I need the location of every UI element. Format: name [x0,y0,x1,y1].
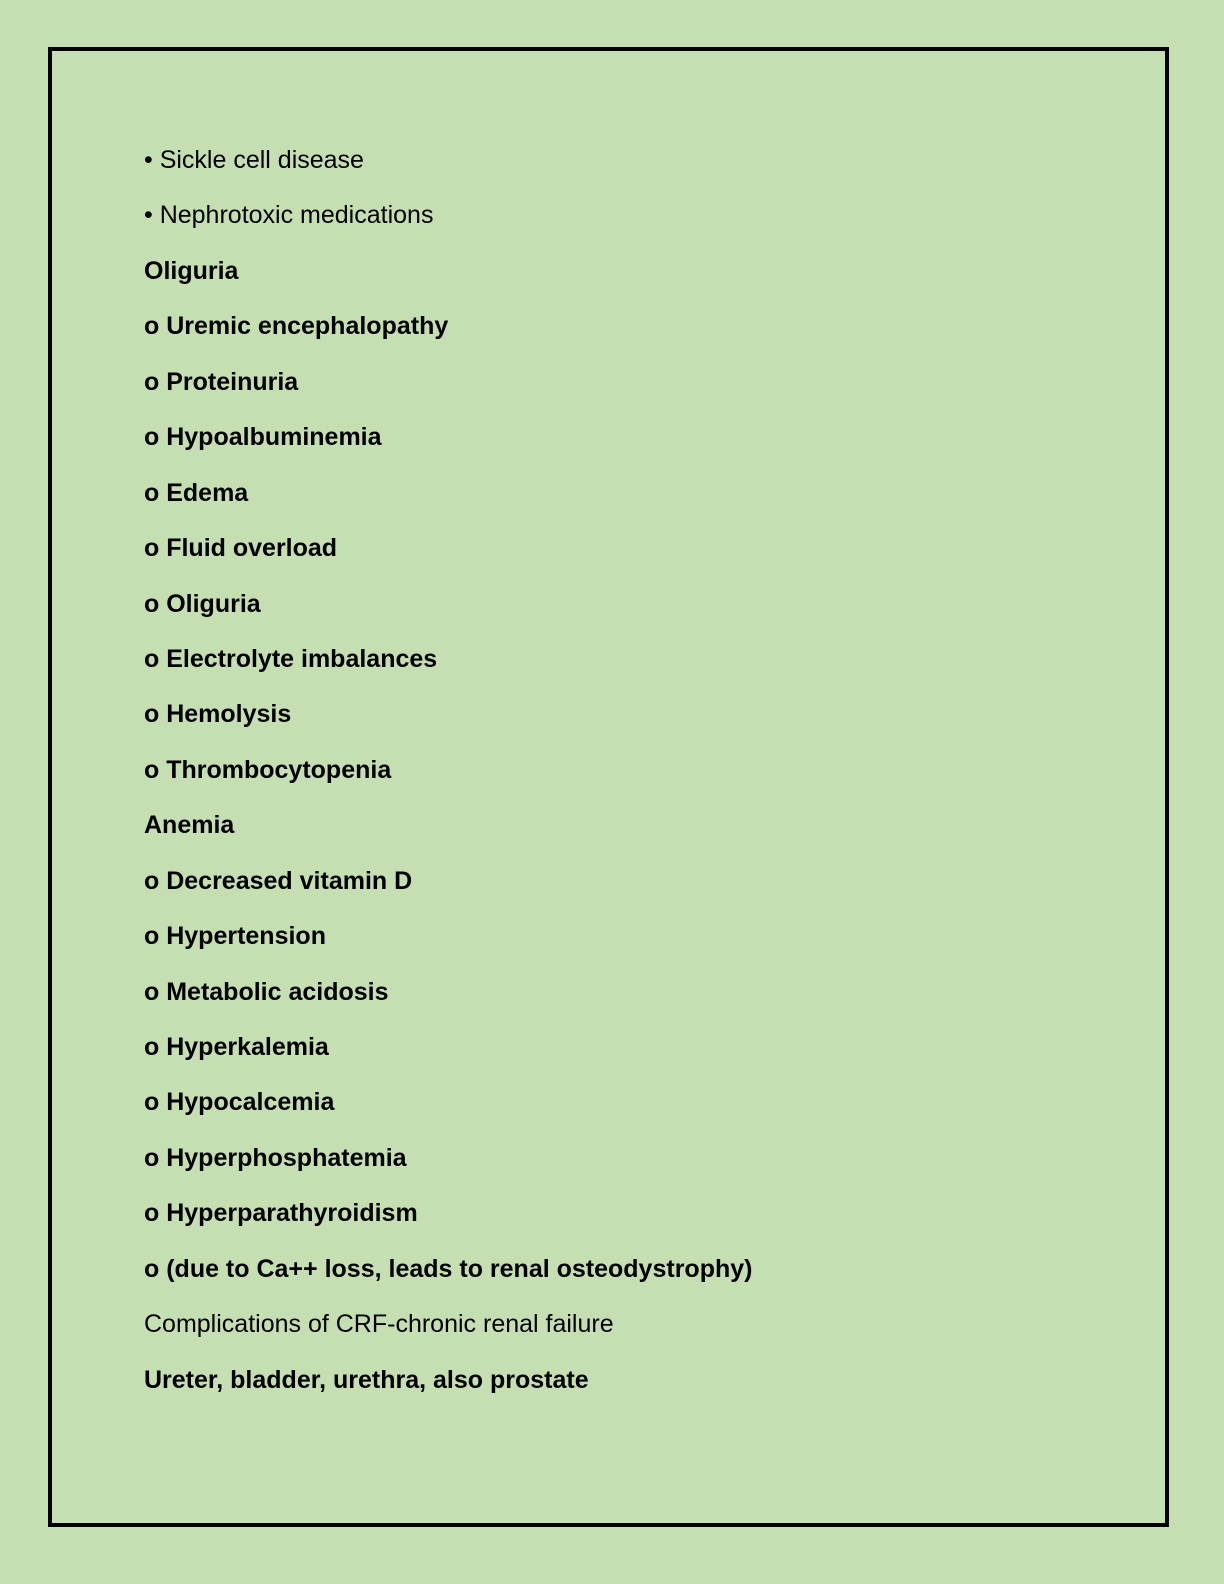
list-item: o Hyperparathyroidism [144,1199,418,1228]
section-label: Oliguria [144,256,239,285]
list-item: o Decreased vitamin D [144,866,413,895]
list-item: o Edema [144,478,249,507]
list-item: o Hyperkalemia [144,1033,329,1061]
section-label: Anemia [144,811,235,840]
list-item: Ureter, bladder, urethra, also prostate [144,1365,589,1394]
list-item: o Electrolyte imbalances [144,644,438,673]
list-item: o Hypertension [144,922,326,951]
list-item: • Sickle cell disease [144,146,364,174]
list-item: o Hemolysis [144,700,292,729]
list-item: o Proteinuria [144,367,299,396]
list-item: o Hypocalcemia [144,1088,335,1117]
list-item: o Oliguria [144,589,261,618]
list-item: o Fluid overload [144,534,338,563]
section-heading: Complications of CRF-chronic renal failure [144,1310,614,1339]
list-item: o Uremic encephalopathy [144,312,449,341]
list-item: • Nephrotoxic medications [144,201,434,230]
list-item: o Hyperphosphatemia [144,1143,407,1172]
list-item: o Metabolic acidosis [144,977,389,1006]
document-text-list [144,137,1124,1412]
list-item: o Thrombocytopenia [144,755,392,784]
list-item: o (due to Ca++ loss, leads to renal osteodystrophy) [144,1254,753,1283]
list-item: o Hypoalbuminemia [144,423,382,452]
